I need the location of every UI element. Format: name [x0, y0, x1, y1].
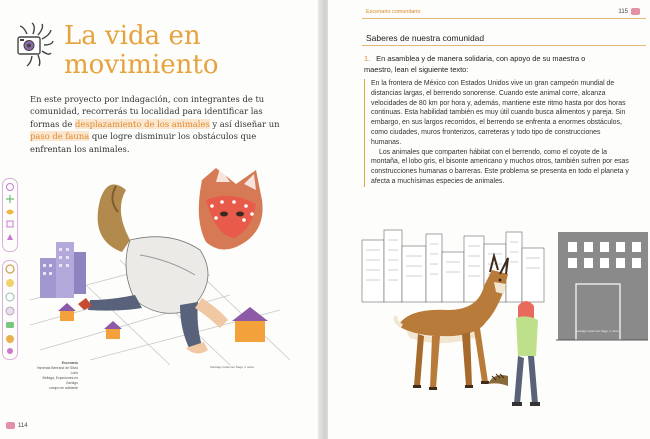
- illustration-credit-left: Santiago Gutiérrez Nagu, il ustra: [210, 365, 254, 369]
- skyline-outline: [362, 230, 544, 302]
- image-caption: [30, 361, 78, 391]
- star-icon: [6, 335, 14, 343]
- intro-text-2: y así diseñar un: [209, 118, 280, 129]
- section-heading: Saberes de nuestra comunidad: [366, 33, 485, 43]
- reading-paragraph-2: Los animales que comparten hábitat con el berrendo, como el coyote de la montaña, el lobo gris, el bisonte americano y muchos otros, también sufren por esas construcciones humanas o barreras. Este problema se presenta en todo el planeta y afecta a muchísimas especies de animales.: [371, 148, 629, 185]
- reading-paragraph-1: En la frontera de México con Estados Unidos vive un gran campeón mundial de distancias largas, el berrendo sonorense. Cuando este animal corre, alcanza velocidades de 80 km por hora y, además, mantiene este ritmo hasta por dos horas continuas. Esta habilidad también es muy útil cuando busca alimentos y pareja. Sin embargo, en sus largos recorridos, el berrendo se enfrenta a enormes obstáculos, como ciudades, muros fronterizos, carreteras y todo tipo de construcciones humanas.: [371, 80, 626, 146]
- side-box-top: [2, 178, 18, 252]
- child-fox-mask-illustration: [30, 160, 320, 370]
- instruction-number: 1.: [364, 54, 371, 63]
- illustration-credit-right: Santiago Gutiérrez Nagu, il ustra: [575, 329, 619, 333]
- flower-icon: [7, 184, 14, 191]
- page-badge-icon: [6, 422, 15, 429]
- bubble-icon: [6, 307, 14, 315]
- plus-icon: [6, 195, 14, 203]
- header-rule: [362, 18, 646, 19]
- intro-text-3: que logre disminuir los obstáculos que enfrentan los animales.: [30, 131, 257, 154]
- city-buildings: [40, 242, 86, 298]
- page-number-left-text: 114: [18, 422, 28, 429]
- title-line-2: movimiento: [64, 50, 219, 80]
- leaf-icon: [6, 210, 14, 215]
- child-figure: [488, 301, 540, 406]
- intro-paragraph: [30, 93, 292, 155]
- glossary-term-wildlife-crossing[interactable]: paso de fauna: [30, 131, 90, 142]
- caption-line-4: campo en adelante: [49, 386, 78, 390]
- coin-icon: [6, 279, 14, 287]
- child-leg: [88, 295, 142, 311]
- left-page: [0, 0, 322, 439]
- page-badge-icon: [631, 8, 640, 15]
- intro-text-1: En este proyecto por indagación, con integrantes de tu comunidad, recorrerás tu localidad para identificar las formas de: [30, 94, 265, 129]
- side-icon-strip: [0, 178, 18, 358]
- instruction: [364, 54, 614, 76]
- caption-line-3: Bellaga, Expeciones en Garlago: [42, 376, 78, 385]
- dot-icon: [7, 348, 13, 354]
- triangle-icon: [7, 234, 13, 240]
- section-heading-rule: [362, 45, 646, 46]
- book-icon: [6, 322, 14, 328]
- fox-tail: [98, 184, 130, 252]
- title-line-1: La vida en: [64, 21, 201, 51]
- square-icon: [7, 221, 13, 227]
- pronghorn-city-illustration: [358, 226, 650, 416]
- globe-icon: [6, 293, 14, 301]
- sun-icon: [6, 265, 14, 273]
- section-tag: Escenario comunitario: [366, 9, 421, 15]
- project-icon: [12, 22, 54, 68]
- reading-text: [364, 79, 629, 187]
- page-number-left: [6, 422, 28, 429]
- instruction-text: En asamblea y de manera solidaria, con apoyo de su maestra o maestro, lean el siguiente texto:: [364, 54, 586, 74]
- side-box-bottom: [2, 260, 18, 360]
- page-title: [64, 22, 219, 80]
- page-number-right: [618, 8, 640, 15]
- page-number-right-text: 115: [618, 8, 628, 15]
- caption-line-1: Escenario: [61, 361, 78, 365]
- right-page: [328, 0, 650, 439]
- glossary-term-displacement[interactable]: desplazamiento de los animales: [75, 118, 210, 129]
- caption-line-2: Yarrenda Bertrand de Silvia Loris: [36, 366, 78, 375]
